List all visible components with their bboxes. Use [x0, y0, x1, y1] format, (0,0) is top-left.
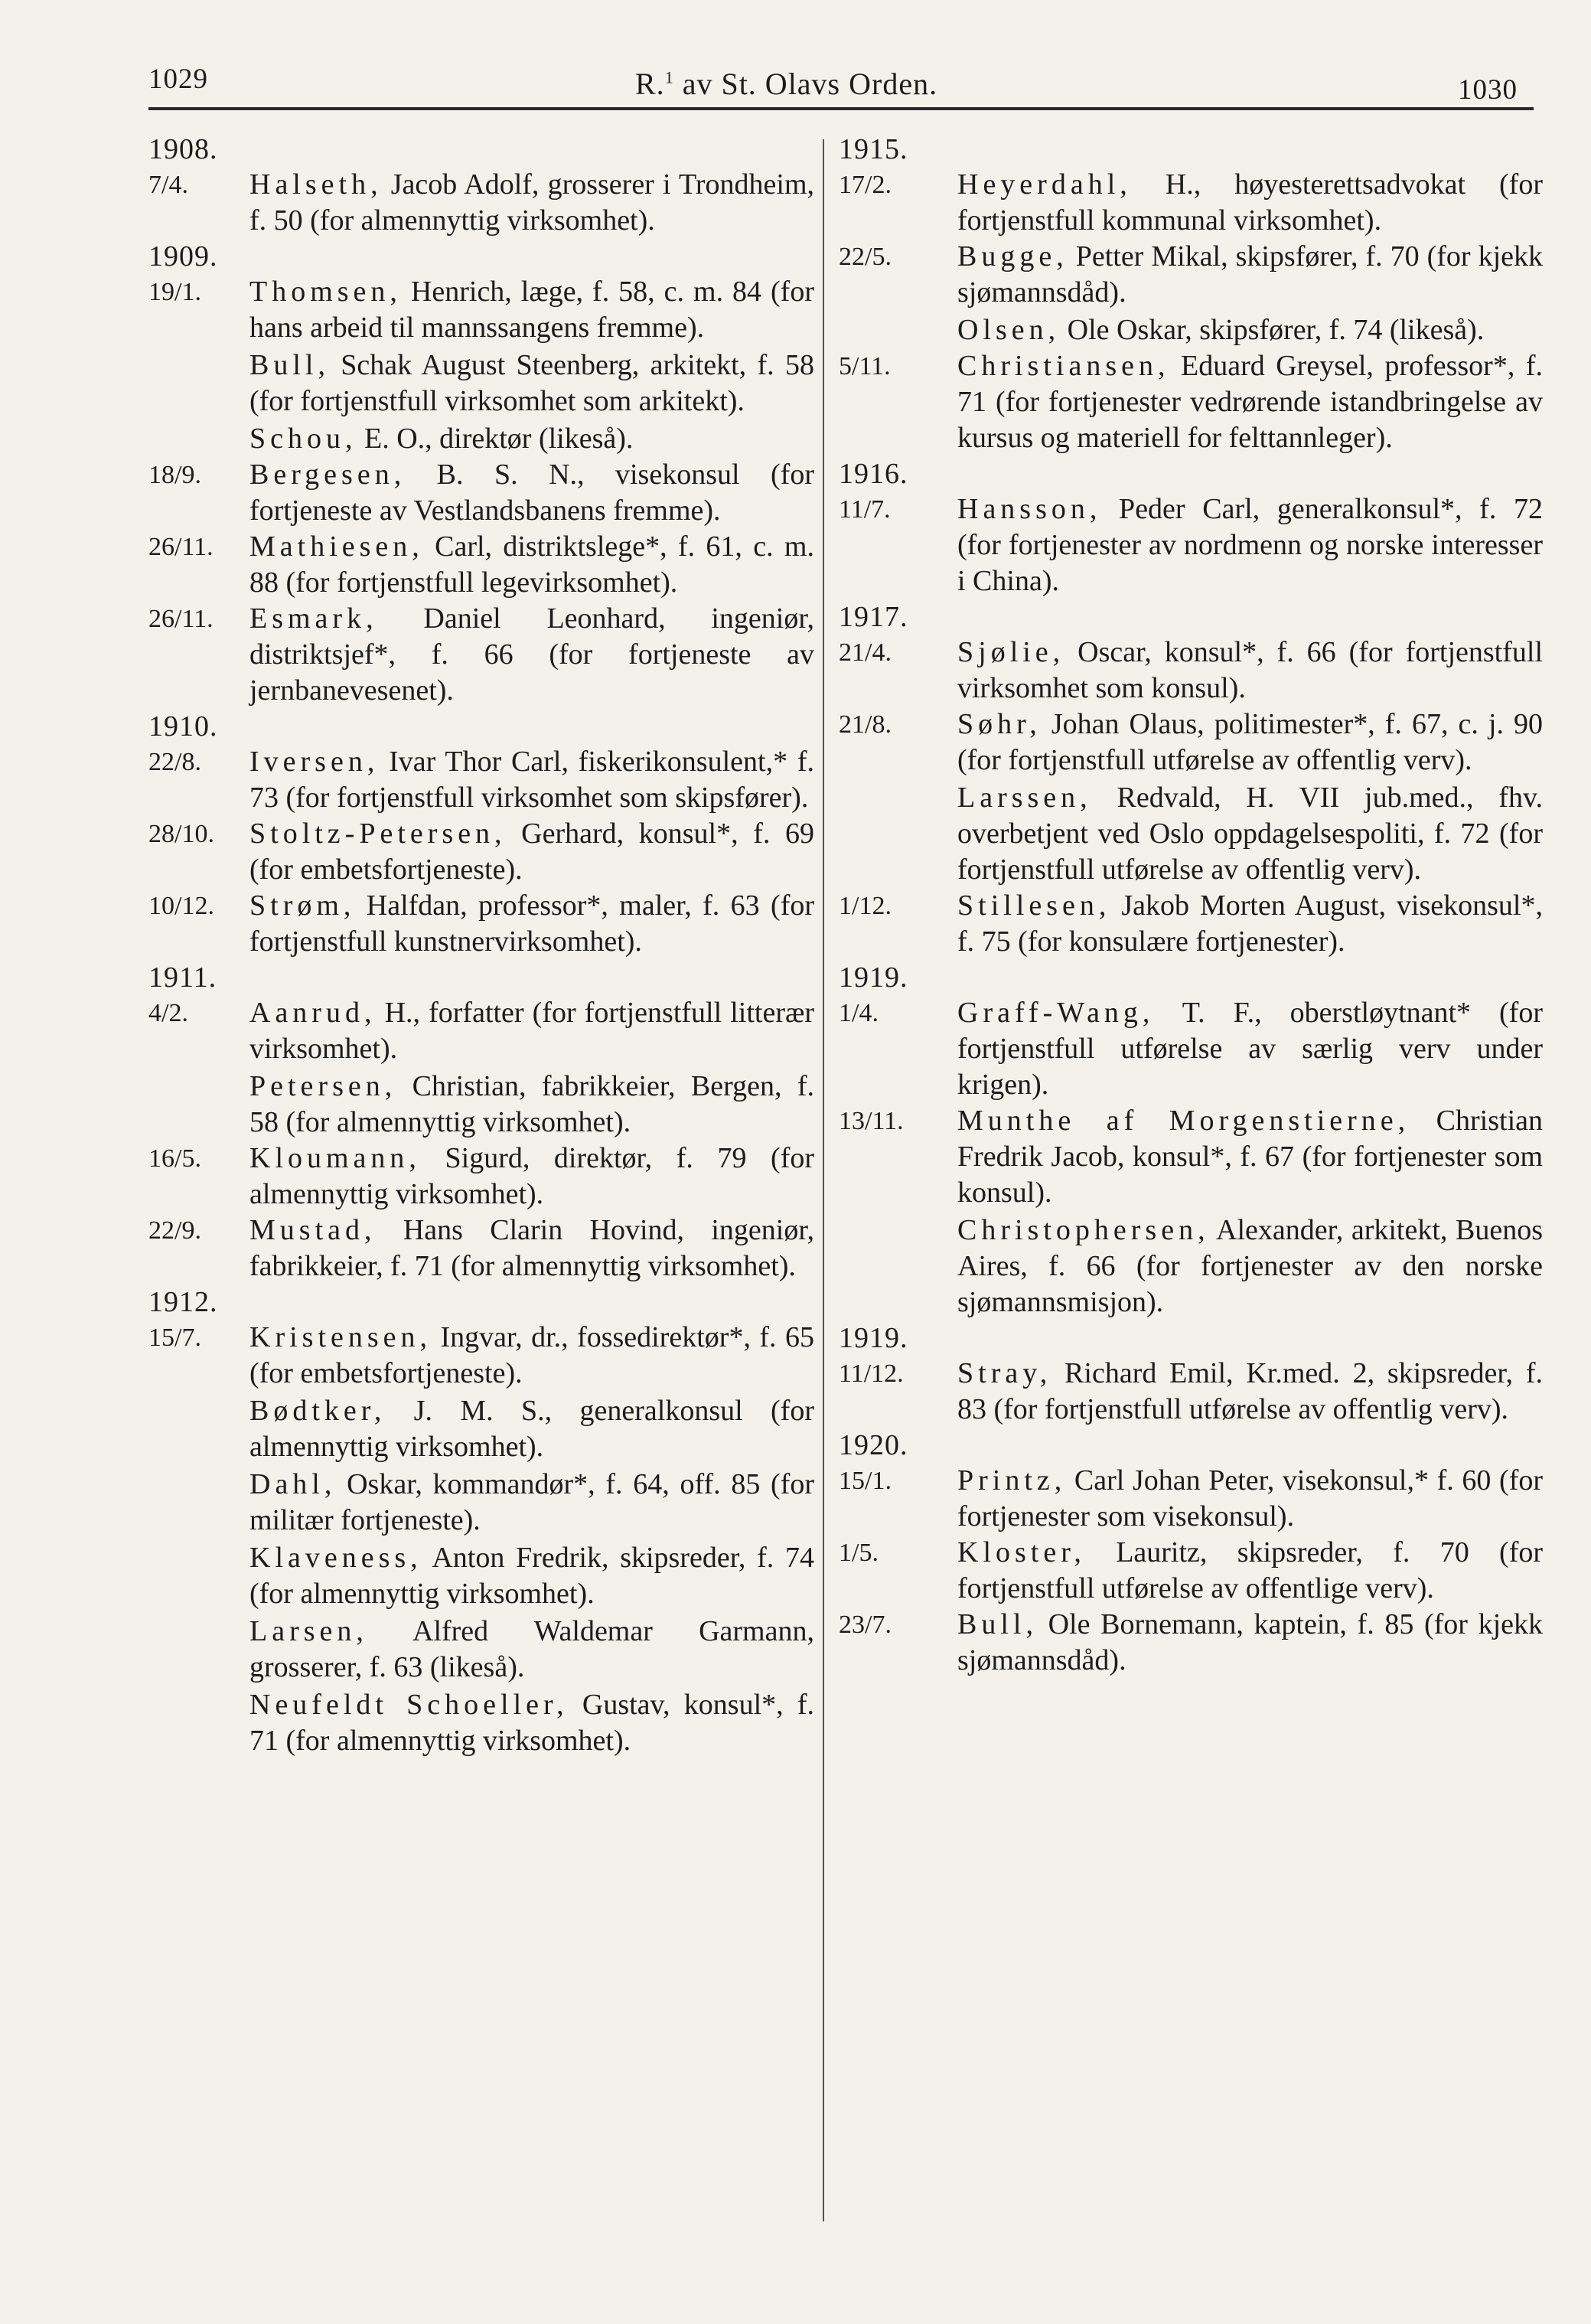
entry-text: Richard Emil, Kr.med. 2, skipsreder, f. 83 (for fortjenstfull utførelse av offentlig verv). — [957, 1357, 1543, 1425]
decoration-entry — [839, 1213, 1543, 1320]
decoration-entry — [148, 1141, 814, 1213]
entry-text: J. M. S., generalkonsul (for almennyttig virksomhet). — [249, 1395, 814, 1463]
entry-date: 4/2. — [148, 999, 188, 1027]
entry-name: Stoltz-Petersen, — [249, 818, 507, 850]
entry-name: Sjølie, — [957, 636, 1065, 668]
entry-date: 19/1. — [148, 278, 201, 306]
entry-text: Jakob Morten August, visekonsul*, f. 75 (for konsulære fortjenester). — [957, 889, 1543, 958]
left-column — [148, 132, 814, 2229]
entry-text: Ivar Thor Carl, fiskerikonsulent,* f. 73 (for fortjenstfull virksomhet som skipsfører). — [249, 746, 814, 814]
year-heading: 1917. — [839, 601, 908, 633]
decoration-entry — [148, 1687, 814, 1759]
entry-date: 22/5. — [839, 243, 892, 271]
decoration-entry — [148, 601, 814, 709]
entry-name: Heyerdahl, — [957, 168, 1132, 201]
entry-date: 1/5. — [839, 1539, 879, 1567]
entry-text: Schak August Steenberg, arkitekt, f. 58 (for fortjenstfull virksomhet som arkitekt). — [249, 349, 814, 417]
entry-date: 15/1. — [839, 1467, 892, 1495]
year-heading: 1910. — [148, 710, 218, 743]
decoration-entry — [148, 744, 814, 816]
entry-text: Alexander, arkitekt, Buenos Aires, f. 66 (for fortjenester av den norske sjømannsmisjon). — [957, 1214, 1543, 1318]
entry-text: B. S. N., visekonsul (for fortjeneste av Vestlandsbanens fremme). — [249, 459, 814, 527]
decoration-entry — [839, 635, 1543, 707]
year-heading: 1919. — [839, 1322, 908, 1354]
decoration-entry — [839, 312, 1543, 348]
entry-text: Jacob Adolf, grosserer i Trondheim, f. 50 (for almennyttig virksomhet). — [249, 168, 814, 237]
decoration-entry — [148, 1393, 814, 1465]
title-prefix: R. — [635, 67, 665, 101]
entry-text: Halfdan, professor*, maler, f. 63 (for fortjenstfull kunstnervirksomhet). — [249, 889, 814, 958]
decoration-entry — [839, 491, 1543, 599]
entry-text: Christian, fabrikkeier, Bergen, f. 58 (for almennyttig virksomhet). — [249, 1070, 814, 1138]
year-heading: 1908. — [148, 133, 218, 165]
entry-date: 26/11. — [148, 533, 214, 561]
decoration-entry — [148, 457, 814, 529]
entry-name: Petersen, — [249, 1070, 397, 1102]
entry-text: Peder Carl, generalkonsul*, f. 72 (for fortjenester av nordmenn og norske interesser i China). — [957, 493, 1543, 597]
decoration-entry — [148, 1467, 814, 1539]
entry-name: Christiansen, — [957, 350, 1170, 382]
entry-name: Strøm, — [249, 889, 356, 922]
entry-date: 28/10. — [148, 820, 214, 848]
entry-text: Henrich, læge, f. 58, c. m. 84 (for hans arbeid til mannssangens fremme). — [249, 276, 814, 344]
entry-date: 1/4. — [839, 999, 879, 1027]
decoration-entry — [148, 816, 814, 888]
title-rest: av St. Olavs Orden. — [673, 67, 938, 101]
entry-date: 10/12. — [148, 892, 214, 920]
entry-text: Anton Fredrik, skipsreder, f. 74 (for almennyttig virksomhet). — [249, 1542, 814, 1610]
entry-text: Gerhard, konsul*, f. 69 (for embetsfortjeneste). — [249, 818, 814, 886]
entry-date: 15/7. — [148, 1324, 201, 1352]
entry-date: 23/7. — [839, 1611, 892, 1639]
decoration-entry — [148, 421, 814, 457]
header-rule — [148, 107, 1534, 110]
entry-name: Schou, — [249, 423, 357, 455]
entry-text: Petter Mikal, skipsfører, f. 70 (for kjekk sjømannsdåd). — [957, 240, 1543, 308]
year-heading: 1915. — [839, 133, 908, 165]
entry-date: 17/2. — [839, 171, 892, 199]
decoration-entry — [839, 239, 1543, 311]
entry-text: Eduard Greysel, professor*, f. 71 (for fortjenester vedrørende istandbringelse av kursus og materiell for felttannleger). — [957, 350, 1543, 454]
entry-text: Carl, distriktslege*, f. 61, c. m. 88 (for fortjenstfull legevirksomhet). — [249, 530, 814, 599]
entry-name: Stray, — [957, 1357, 1052, 1389]
entry-text: Christian Fredrik Jacob, konsul*, f. 67 (for fortjenester som konsul). — [957, 1105, 1543, 1209]
right-column — [839, 132, 1543, 2229]
entry-text: Lauritz, skipsreder, f. 70 (for fortjenstfull utførelse av offentlige verv). — [957, 1536, 1543, 1604]
entry-name: Graff-Wang, — [957, 997, 1155, 1029]
entry-text: H., forfatter (for fortjenstfull litterær virksomhet). — [249, 997, 814, 1065]
entry-name: Stillesen, — [957, 889, 1111, 922]
year-heading: 1909. — [148, 240, 218, 273]
entry-name: Kloster, — [957, 1536, 1086, 1568]
entry-name: Kloumann, — [249, 1142, 421, 1174]
entry-text: Sigurd, direktør, f. 79 (for almennyttig virksomhet). — [249, 1142, 814, 1210]
entry-date: 22/9. — [148, 1216, 201, 1245]
entry-name: Mathiesen, — [249, 530, 424, 563]
entry-name: Christophersen, — [957, 1214, 1210, 1246]
entry-name: Søhr, — [957, 708, 1042, 740]
entry-name: Printz, — [957, 1464, 1067, 1497]
decoration-entry — [839, 1356, 1543, 1428]
entry-name: Olsen, — [957, 314, 1061, 346]
entry-name: Klaveness, — [249, 1542, 422, 1574]
page-number-left: 1029 — [148, 64, 208, 95]
entry-text: Daniel Leonhard, ingeniør, distriktsjef*, f. 66 (for fortjeneste av jernbanevesenet). — [249, 602, 814, 707]
year-heading: 1920. — [839, 1429, 908, 1461]
decoration-entry — [839, 1463, 1543, 1535]
decoration-entry — [148, 1540, 814, 1612]
decoration-entry — [148, 167, 814, 239]
entry-name: Dahl, — [249, 1468, 337, 1500]
entry-date: 21/4. — [839, 638, 892, 667]
decoration-entry — [839, 780, 1543, 888]
decoration-entry — [839, 167, 1543, 239]
entry-name: Hansson, — [957, 493, 1102, 525]
column-divider — [823, 139, 824, 2221]
entry-date: 11/12. — [839, 1359, 904, 1388]
entry-date: 18/9. — [148, 461, 201, 489]
entry-name: Bødtker, — [249, 1395, 386, 1427]
entry-date: 22/8. — [148, 748, 201, 776]
entry-name: Bugge, — [957, 240, 1068, 273]
entry-text: Gustav, konsul*, f. 71 (for almennyttig virksomhet). — [249, 1689, 814, 1757]
year-heading: 1916. — [839, 458, 908, 490]
entry-text: Ole Bornemann, kaptein, f. 85 (for kjekk sjømannsdåd). — [957, 1608, 1543, 1676]
decoration-entry — [148, 348, 814, 419]
entry-text: Hans Clarin Hovind, ingeniør, fabrikkeier, f. 71 (for almennyttig virksomhet). — [249, 1214, 814, 1282]
entry-date: 13/11. — [839, 1107, 904, 1135]
entry-date: 11/7. — [839, 495, 891, 524]
entry-text: Johan Olaus, politimester*, f. 67, c. j. 90 (for fortjenstfull utførelse av offentlig verv). — [957, 708, 1543, 776]
entry-name: Larsen, — [249, 1615, 368, 1647]
decoration-entry — [839, 995, 1543, 1103]
entry-text: Ingvar, dr., fossedirektør*, f. 65 (for embetsfortjeneste). — [249, 1321, 814, 1389]
page-number-right: 1030 — [1458, 74, 1518, 106]
entry-name: Halseth, — [249, 168, 383, 201]
entry-text: Oskar, kommandør*, f. 64, off. 85 (for militær fortjeneste). — [249, 1468, 814, 1536]
entry-date: 7/4. — [148, 171, 188, 199]
entry-text: Redvald, H. VII jub.med., fhv. overbetjent ved Oslo oppdagelsespoliti, f. 72 (for fortjenstfull utførelse av offentlig verv). — [957, 782, 1543, 886]
decoration-entry — [839, 1103, 1543, 1211]
entry-name: Munthe af Morgenstierne, — [957, 1105, 1410, 1137]
entry-date: 16/5. — [148, 1144, 201, 1173]
entry-name: Thomsen, — [249, 276, 402, 308]
entry-name: Larssen, — [957, 782, 1092, 814]
entry-date: 26/11. — [148, 605, 214, 633]
entry-text: Oscar, konsul*, f. 66 (for fortjenstfull virksomhet som konsul). — [957, 636, 1543, 704]
entry-text: Alfred Waldemar Garmann, grosserer, f. 63 (likeså). — [249, 1615, 814, 1683]
entry-name: Bergesen, — [249, 459, 406, 491]
entry-name: Iversen, — [249, 746, 380, 778]
decoration-entry — [839, 1607, 1543, 1679]
entry-text: Ole Oskar, skipsfører, f. 74 (likeså). — [1060, 314, 1485, 346]
decoration-entry — [839, 707, 1543, 778]
decoration-entry — [148, 1614, 814, 1686]
decoration-entry — [148, 1069, 814, 1141]
entry-name: Aanrud, — [249, 997, 377, 1029]
entry-date: 21/8. — [839, 710, 892, 739]
entry-text: E. O., direktør (likeså). — [357, 423, 634, 455]
entry-name: Bull, — [249, 349, 330, 381]
decoration-entry — [148, 274, 814, 346]
year-heading: 1912. — [148, 1286, 218, 1318]
decoration-entry — [148, 1213, 814, 1284]
entry-name: Neufeldt Schoeller, — [249, 1689, 569, 1721]
entry-text: Carl Johan Peter, visekonsul,* f. 60 (for fortjenester som visekonsul). — [957, 1464, 1543, 1532]
entry-date: 5/11. — [839, 352, 891, 380]
entry-name: Mustad, — [249, 1214, 377, 1246]
entry-name: Kristensen, — [249, 1321, 432, 1353]
decoration-entry — [839, 348, 1543, 456]
running-title — [635, 66, 937, 102]
decoration-entry — [148, 1320, 814, 1392]
decoration-entry — [148, 529, 814, 601]
decoration-entry — [839, 888, 1543, 960]
title-sup: 1 — [664, 67, 674, 87]
entry-name: Esmark, — [249, 602, 378, 635]
decoration-entry — [148, 995, 814, 1067]
entry-date: 1/12. — [839, 892, 892, 920]
entry-text: H., høyesterettsadvokat (for fortjenstfull kommunal virksomhet). — [957, 168, 1543, 237]
entry-text: T. F., oberstløytnant* (for fortjenstfull utførelse av særlig verv under krigen). — [957, 997, 1543, 1101]
decoration-entry — [839, 1535, 1543, 1607]
entry-name: Bull, — [957, 1608, 1038, 1640]
year-heading: 1911. — [148, 961, 217, 994]
decoration-entry — [148, 888, 814, 960]
year-heading: 1919. — [839, 961, 908, 994]
